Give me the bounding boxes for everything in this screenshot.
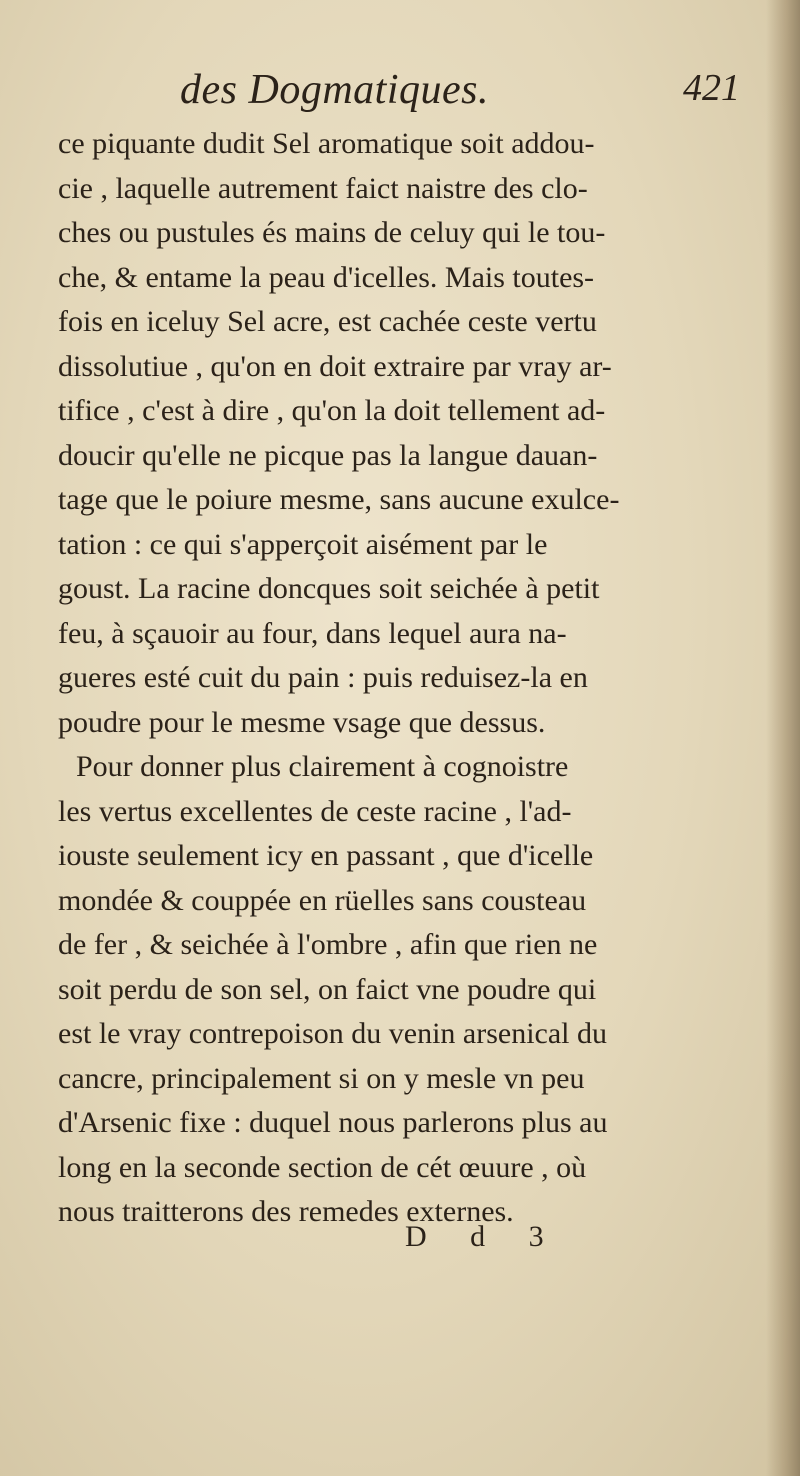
page-number: 421 xyxy=(683,67,740,109)
text-line: de fer , & seichée à l'ombre , afin que rien ne xyxy=(58,928,598,961)
text-line: cie , laquelle autrement faict naistre des clo- xyxy=(58,171,588,205)
page-gutter-shadow xyxy=(766,0,800,1476)
body-text xyxy=(58,122,748,1235)
text-line: soit perdu de son sel, on faict vne poudre qui xyxy=(58,972,597,1006)
text-line: goust. La racine doncques soit seichée à petit xyxy=(58,572,600,605)
text-line: poudre pour le mesme vsage que dessus. xyxy=(58,705,546,739)
text-line: mondée & couppée en rüelles sans cousteau xyxy=(58,883,587,917)
text-line: ches ou pustules és mains de celuy qui le tou- xyxy=(58,216,606,249)
text-line: tation : ce qui s'apperçoit aisément par le xyxy=(58,527,548,561)
text-line: est le vray contrepoison du venin arsenical du xyxy=(58,1017,607,1050)
text-line: cancre, principalement si on y mesle vn peu xyxy=(58,1061,585,1095)
text-line: ce piquante dudit Sel aromatique soit addou- xyxy=(58,127,595,160)
text-line: feu, à sçauoir au four, dans lequel aura na- xyxy=(58,616,567,650)
text-line: long en la seconde section de cét œuure , où xyxy=(58,1150,587,1184)
text-line: nous traitterons des remedes externes. xyxy=(58,1195,514,1228)
page-header xyxy=(60,66,740,120)
text-line: tifice , c'est à dire , qu'on la doit tellement ad- xyxy=(58,394,606,427)
text-line: doucir qu'elle ne picque pas la langue dauan- xyxy=(58,438,598,472)
text-line: dissolutiue , qu'on en doit extraire par vray ar- xyxy=(58,349,612,383)
text-line: les vertus excellentes de ceste racine , l'ad- xyxy=(58,794,572,828)
text-line: gueres esté cuit du pain : puis reduisez-la en xyxy=(58,661,588,694)
text-line: tage que le poiure mesme, sans aucune exulce- xyxy=(58,483,620,516)
text-line-paragraph-start: Pour donner plus clairement à cognoistre xyxy=(76,750,569,783)
text-line: iouste seulement icy en passant , que d'icelle xyxy=(58,839,594,872)
text-line: fois en iceluy Sel acre, est cachée ceste vertu xyxy=(58,305,597,338)
running-title: des Dogmatiques. xyxy=(180,67,489,113)
signature-mark: D d 3 xyxy=(405,1220,562,1253)
text-line: d'Arsenic fixe : duquel nous parlerons plus au xyxy=(58,1106,608,1139)
text-line: che, & entame la peau d'icelles. Mais toutes- xyxy=(58,260,595,294)
